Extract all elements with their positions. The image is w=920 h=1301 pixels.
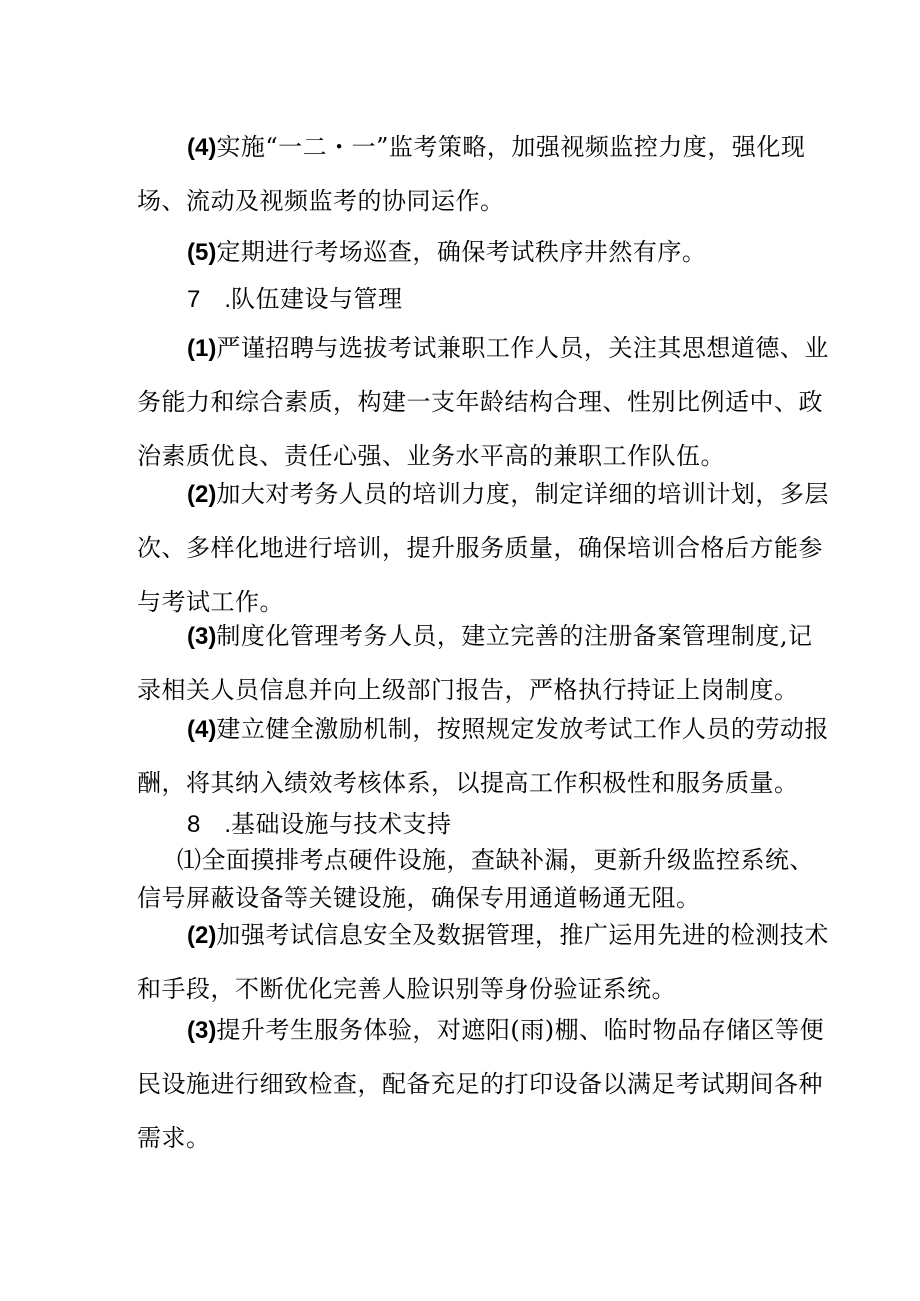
- paragraph-text: 定期进行考场巡查，确保考试秩序井然有序。: [216, 238, 707, 266]
- paragraph-line: [137, 225, 802, 279]
- paragraph-1-hardware: [137, 841, 814, 917]
- section-number: 7 .: [187, 286, 232, 313]
- item-marker: (4): [187, 134, 217, 161]
- paragraph-line: [137, 841, 814, 879]
- paragraph-3-candidate-service: [137, 1003, 825, 1165]
- paragraph-3-registration: [137, 609, 813, 717]
- section-title: 队伍建设与管理: [231, 285, 403, 313]
- paragraph-line: 需求。: [137, 1124, 211, 1152]
- paragraph-text: 全面摸排考点硬件设施，查缺补漏，更新升级监控系统、: [201, 846, 814, 874]
- paragraph-text: 加强考试信息安全及数据管理，推广运用先进的检测技术: [216, 921, 829, 949]
- item-marker: ⑴: [177, 846, 202, 874]
- paragraph-line: [137, 609, 813, 663]
- paragraph-2-data-security: [137, 908, 829, 1016]
- paragraph-1-recruitment: [137, 321, 829, 483]
- paragraph-text: 提升考生服务体验，对遮阳(雨)棚、临时物品存储区等便: [216, 1016, 825, 1044]
- heading-line: [137, 272, 802, 326]
- item-marker: (4): [187, 716, 217, 743]
- section-title: 基础设施与技术支持: [231, 810, 452, 838]
- section-number: 8 .: [187, 811, 232, 838]
- paragraph-text: 建立健全激励机制，按照规定发放考试工作人员的劳动报: [216, 715, 829, 743]
- item-marker: (1): [187, 335, 217, 362]
- paragraph-line: 与考试工作。: [137, 588, 284, 616]
- item-marker: (5): [187, 239, 217, 266]
- paragraph-line: 场、流动及视频监考的协同运作。: [137, 187, 505, 215]
- paragraph-line: 次、多样化地进行培训，提升服务质量，确保培训合格后方能参: [137, 534, 823, 562]
- paragraph-line: 酬，将其纳入绩效考核体系，以提高工作积极性和服务质量。: [137, 769, 799, 797]
- paragraph-4-incentives: [137, 702, 829, 810]
- paragraph-5-patrol: [137, 225, 802, 279]
- item-marker: (2): [187, 922, 217, 949]
- paragraph-text: 加大对考务人员的培训力度，制定详细的培训计划，多层: [216, 480, 829, 508]
- paragraph-line: 务能力和综合素质，构建一支年龄结构合理、性别比例适中、政: [137, 388, 823, 416]
- paragraph-line: 信号屏蔽设备等关键设施，确保专用通道畅通无阻。: [137, 884, 701, 912]
- paragraph-line: [137, 467, 829, 521]
- paragraph-line: 民设施进行细致检查，配备充足的打印设备以满足考试期间各种: [137, 1070, 823, 1098]
- paragraph-line: [137, 1003, 825, 1057]
- paragraph-line: 和手段，不断优化完善人脸识别等身份验证系统。: [137, 975, 676, 1003]
- item-marker: (2): [187, 481, 217, 508]
- section-heading-7: [137, 272, 802, 326]
- paragraph-text: 严谨招聘与选拔考试兼职工作人员，关注其思想道德、业: [216, 334, 829, 362]
- item-marker: (3): [187, 1017, 217, 1044]
- item-marker: (3): [187, 623, 217, 650]
- paragraph-line: [137, 908, 829, 962]
- paragraph-2-training: [137, 467, 829, 629]
- paragraph-line: 录相关人员信息并向上级部门报告，严格执行持证上岗制度。: [137, 676, 799, 704]
- paragraph-line: [137, 702, 829, 756]
- paragraph-line: [137, 120, 806, 174]
- paragraph-text: 实施“一二・一”监考策略，加强视频监控力度，强化现: [216, 133, 806, 161]
- paragraph-line: [137, 321, 829, 375]
- paragraph-line: 治素质优良、责任心强、业务水平高的兼职工作队伍。: [137, 442, 725, 470]
- paragraph-text: 制度化管理考务人员，建立完善的注册备案管理制度,记: [216, 622, 813, 650]
- paragraph-4-monitoring-strategy: [137, 120, 806, 228]
